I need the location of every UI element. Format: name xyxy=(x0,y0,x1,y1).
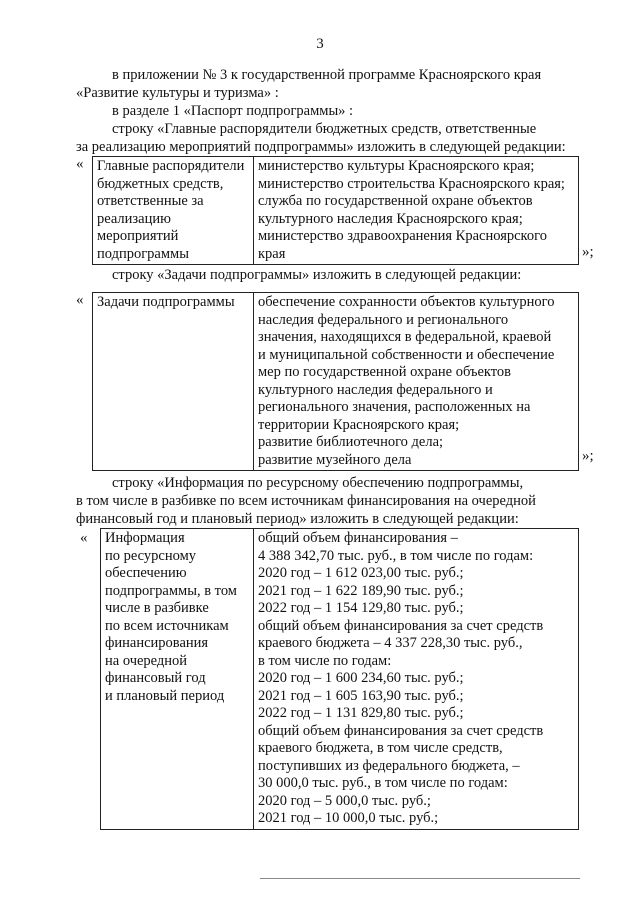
intro-p1-line2: «Развитие культуры и туризма» : xyxy=(76,85,279,101)
table1-right-line: министерство культуры Красноярского края; xyxy=(258,158,535,174)
table3-right-line: 2022 год – 1 154 129,80 тыс. руб.; xyxy=(258,600,464,616)
table1-left-cell xyxy=(93,157,254,265)
table2-right-cell xyxy=(254,293,579,471)
table3-right-line: 2020 год – 5 000,0 тыс. руб.; xyxy=(258,792,431,809)
table2-right-line: и муниципальной собственности и обеспечение xyxy=(258,346,555,363)
table3-right-line: в том числе по годам: xyxy=(258,652,392,669)
table1-left-line: бюджетных средств, xyxy=(97,175,224,192)
table3-left-line: по всем источникам xyxy=(105,617,229,634)
close-quote-2: »; xyxy=(582,448,594,464)
table2-right-line: территории Красноярского края; xyxy=(258,416,460,433)
table2-right-line: регионального значения, расположенных на xyxy=(258,399,531,415)
table2-right-line: наследия федерального и регионального xyxy=(258,311,509,328)
intro-paragraph-1 xyxy=(76,66,590,102)
table2-right-line: обеспечение сохранности объектов культурного xyxy=(258,294,555,310)
table1-left-line: мероприятий xyxy=(97,228,179,244)
table3-left-line: финансирования xyxy=(105,635,209,651)
table1-right-line: культурного наследия Красноярского края; xyxy=(258,210,523,227)
table1-right-line: министерство строительства Красноярского края; xyxy=(258,175,565,192)
table3-left-line: обеспечению xyxy=(105,565,187,581)
table3-right-line: 2021 год – 1 622 189,90 тыс. руб.; xyxy=(258,582,464,599)
table2-right-line: культурного наследия федерального и xyxy=(258,381,493,398)
intro-p3-line2: за реализацию мероприятий подпрограммы» изложить в следующей редакции: xyxy=(76,139,566,155)
open-quote-3: « xyxy=(80,530,88,546)
mid-paragraph-2 xyxy=(76,474,590,528)
table3-right-line: общий объем финансирования – xyxy=(258,530,458,546)
table3-right-line: 4 388 342,70 тыс. руб., в том числе по годам: xyxy=(258,547,534,564)
open-quote-1: « xyxy=(76,156,84,172)
table1-right-line: края xyxy=(258,245,286,262)
mid-text-1: строку «Задачи подпрограммы» изложить в следующей редакции: xyxy=(112,267,522,283)
table1-right-line: служба по государственной охране объектов xyxy=(258,193,533,209)
table3-left-line: подпрограммы, в том xyxy=(105,582,237,599)
table3-right-cell xyxy=(254,529,579,830)
table3-right-line: 30 000,0 тыс. руб., в том числе по годам: xyxy=(258,775,508,791)
table2-right-line: значения, находящихся в федеральной, краевой xyxy=(258,329,552,345)
mid-text-2-line2: в том числе в разбивке по всем источникам финансирования на очередной xyxy=(76,493,536,509)
table1-left-line: подпрограммы xyxy=(97,245,189,262)
table3-right-line: поступивших из федерального бюджета, – xyxy=(258,757,520,774)
table3-left-cell xyxy=(101,529,254,830)
table1-left-line: Главные распорядители xyxy=(97,158,245,174)
table3-right-line: краевого бюджета, в том числе средств, xyxy=(258,740,503,756)
table1-right-cell xyxy=(254,157,579,265)
table3-right-line: общий объем финансирования за счет средств xyxy=(258,722,544,739)
table3-left-line: финансовый год xyxy=(105,670,206,686)
footer-rule xyxy=(260,878,580,879)
mid-paragraph-1 xyxy=(76,266,590,284)
intro-p1-line1: в приложении № 3 к государственной программе Красноярского края xyxy=(112,67,542,83)
table3-left-line: числе в разбивке xyxy=(105,600,209,616)
table3-right-line: 2021 год – 10 000,0 тыс. руб.; xyxy=(258,810,439,826)
table3-right-line: 2021 год – 1 605 163,90 тыс. руб.; xyxy=(258,687,464,704)
table2-left-cell xyxy=(93,293,254,471)
page-number: 3 xyxy=(316,36,324,52)
table-tasks xyxy=(92,292,579,471)
table3-right-line: 2020 год – 1 612 023,00 тыс. руб.; xyxy=(258,565,464,581)
open-quote-2: « xyxy=(76,292,84,308)
table1-left-line: реализацию xyxy=(97,210,171,227)
intro-p3-line1: строку «Главные распорядители бюджетных средств, ответственные xyxy=(112,121,537,137)
close-quote-1: »; xyxy=(582,244,594,260)
intro-p2: в разделе 1 «Паспорт подпрограммы» : xyxy=(112,103,354,119)
table3-left-line: и плановый период xyxy=(105,687,225,704)
intro-paragraph-3 xyxy=(76,120,590,156)
table2-right-line: мер по государственной охране объектов xyxy=(258,364,512,380)
mid-text-2-line1: строку «Информация по ресурсному обеспечению подпрограммы, xyxy=(112,475,524,491)
table2-right-line: развитие библиотечного дела; xyxy=(258,434,444,450)
intro-paragraph-2 xyxy=(76,102,590,120)
table3-left-line: Информация xyxy=(105,530,185,546)
table-resource-info xyxy=(100,528,579,830)
table1-right-line: министерство здравоохранения Красноярского xyxy=(258,228,547,244)
table2-left-line: Задачи подпрограммы xyxy=(97,294,235,310)
table3-right-line: общий объем финансирования за счет средств xyxy=(258,617,544,634)
table3-right-line: краевого бюджета – 4 337 228,30 тыс. руб., xyxy=(258,635,523,651)
table3-left-line: на очередной xyxy=(105,652,188,669)
table3-right-line: 2022 год – 1 131 829,80 тыс. руб.; xyxy=(258,705,464,721)
table3-left-line: по ресурсному xyxy=(105,547,197,564)
table1-left-line: ответственные за xyxy=(97,193,204,209)
mid-text-2-line3: финансовый год и плановый период» изложить в следующей редакции: xyxy=(76,511,519,527)
table-main-managers xyxy=(92,156,579,265)
table3-right-line: 2020 год – 1 600 234,60 тыс. руб.; xyxy=(258,670,464,686)
table2-right-line: развитие музейного дела xyxy=(258,451,412,468)
